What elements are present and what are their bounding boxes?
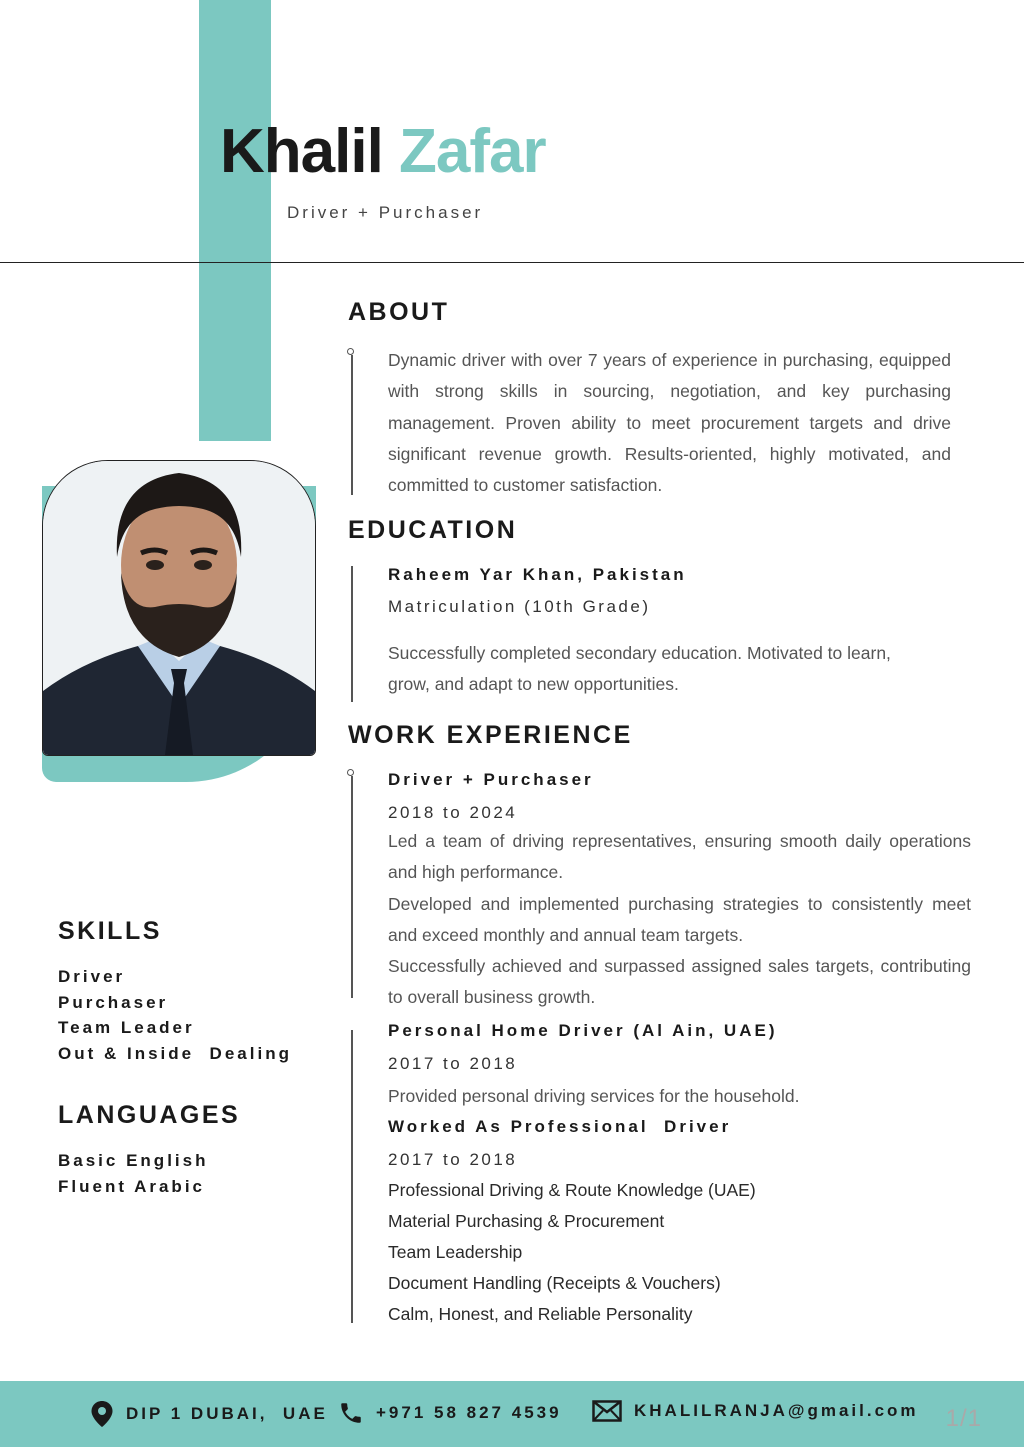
timeline-line [351, 355, 353, 495]
skills-list [58, 964, 292, 1066]
last-name: Zafar [399, 117, 546, 186]
skills-title: SKILLS [58, 917, 162, 945]
mail-icon [592, 1400, 622, 1422]
education-description: Successfully completed secondary education. Motivated to learn, grow, and adapt to new opportunities. [388, 643, 891, 695]
job-bullet: Provided personal driving services for the household. [388, 1086, 800, 1106]
language-item: Fluent Arabic [58, 1176, 205, 1196]
timeline-dot [347, 348, 354, 355]
candidate-role: Driver + Purchaser [287, 203, 484, 222]
contact-bar [0, 1381, 1024, 1447]
job-period: 2017 to 2018 [388, 1150, 518, 1169]
job-bullet: Material Purchasing & Procurement [388, 1211, 665, 1231]
contact-email[interactable] [592, 1400, 919, 1422]
job-bullet: Led a team of driving representatives, ensuring smooth daily operations and high performance. [388, 831, 971, 883]
first-name: Khalil [220, 117, 383, 186]
job-bullet: Developed and implemented purchasing strategies to consistently meet and exceed monthly and annual team targets. [388, 894, 971, 946]
timeline-line [351, 566, 353, 702]
job-bullet: Professional Driving & Route Knowledge (UAE) [388, 1180, 756, 1200]
job-bullet: Team Leadership [388, 1242, 523, 1262]
timeline-line [351, 1030, 353, 1323]
profile-photo-frame [42, 460, 316, 782]
email-text: KHALILRANJA@gmail.com [634, 1401, 919, 1420]
candidate-name [220, 112, 546, 192]
job-period: 2017 to 2018 [388, 1054, 518, 1073]
job-title: Driver + Purchaser [388, 770, 594, 789]
portrait-illustration [43, 461, 315, 755]
timeline-dot [347, 769, 354, 776]
phone-icon [338, 1400, 364, 1426]
header-accent-bar [199, 0, 271, 441]
contact-location [90, 1400, 328, 1428]
skill-item: Team Leader [58, 1018, 195, 1037]
education-school: Raheem Yar Khan, Pakistan [388, 565, 687, 584]
job-bullet: Calm, Honest, and Reliable Personality [388, 1304, 693, 1324]
work-title: WORK EXPERIENCE [348, 721, 633, 749]
header-divider [0, 262, 1024, 263]
about-text: Dynamic driver with over 7 years of experience in purchasing, equipped with strong skills in sourcing, negotiation, and key purchasing management. Proven ability to meet procurement targets and drive significant revenue growth. Results-oriented, highly motivated, and committed to customer satisfaction. [388, 350, 951, 496]
language-item: Basic English [58, 1151, 209, 1170]
about-title: ABOUT [348, 298, 450, 326]
languages-list [58, 1148, 208, 1199]
job-title: Worked As Professional Driver [388, 1117, 732, 1136]
location-pin-icon [90, 1400, 114, 1428]
education-title: EDUCATION [348, 516, 518, 544]
page-number: 1/1 [945, 1405, 982, 1432]
timeline-line [351, 776, 353, 998]
skill-item: Purchaser [58, 992, 169, 1012]
contact-phone[interactable] [338, 1400, 562, 1426]
skill-item: Out & Inside Dealing [58, 1043, 292, 1063]
job-bullet: Document Handling (Receipts & Vouchers) [388, 1273, 721, 1293]
job-bullet: Successfully achieved and surpassed assigned sales targets, contributing to overall business growth. [388, 956, 971, 1008]
job-title: Personal Home Driver (Al Ain, UAE) [388, 1021, 778, 1040]
education-degree: Matriculation (10th Grade) [388, 597, 651, 616]
skill-item: Driver [58, 967, 126, 986]
languages-title: LANGUAGES [58, 1101, 241, 1129]
job-period: 2018 to 2024 [388, 803, 518, 822]
phone-text: +971 58 827 4539 [376, 1403, 562, 1422]
profile-photo [42, 460, 316, 756]
location-text: DIP 1 DUBAI, UAE [126, 1404, 328, 1423]
